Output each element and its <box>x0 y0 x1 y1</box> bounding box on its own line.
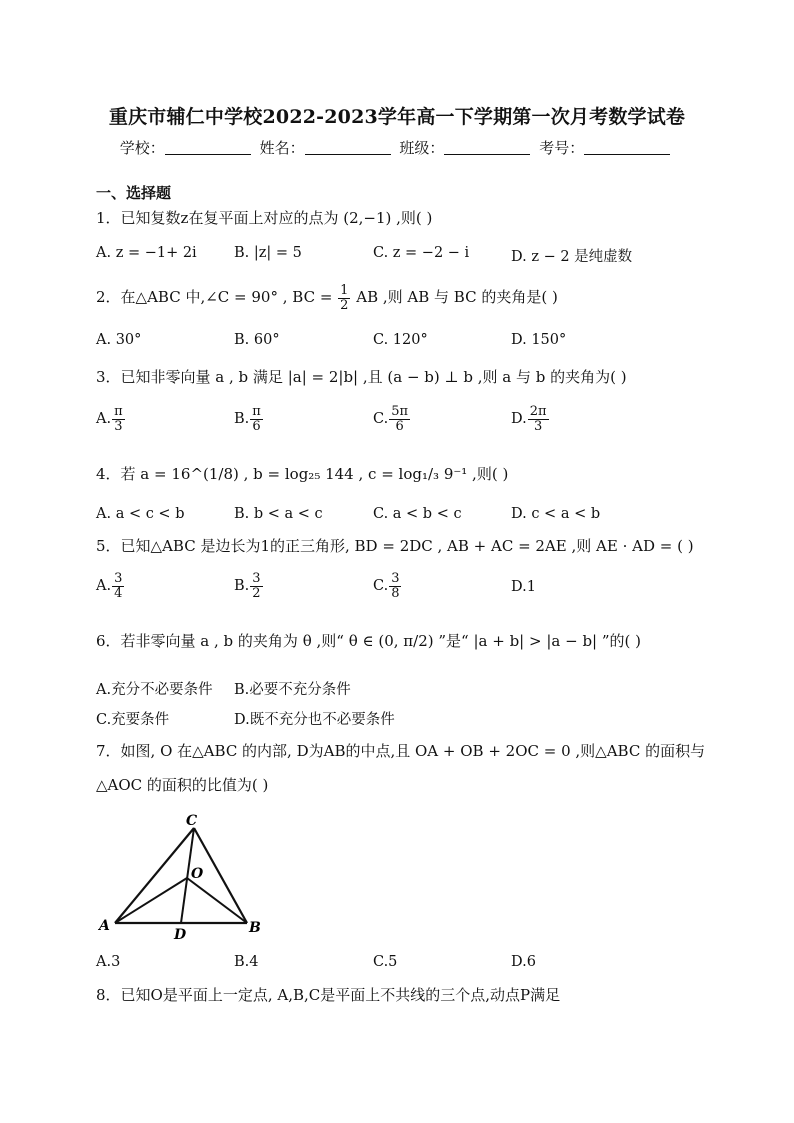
q3-option-a: A. $\frac{\pi}{3}$ <box>96 404 123 434</box>
q5-option-d: D.1 <box>511 579 536 595</box>
q6-option-c: C.充要条件 <box>96 712 170 728</box>
page-title: 重庆市辅仁中学校2022-2023学年高一下学期第一次月考数学试卷 <box>108 106 686 128</box>
question-1: 1．已知复数z在复平面上对应的点为 (2,−1) ,则( ) <box>96 209 433 227</box>
q3-option-c: C. $\frac{5\pi}{6}$ <box>373 404 409 434</box>
student-info-line <box>0 137 794 158</box>
name-label: 姓名： <box>259 139 305 157</box>
q3-option-b: B. $\frac{\pi}{6}$ <box>234 404 261 434</box>
q1-option-c: C. z = −2 − i <box>373 245 470 261</box>
q2-text-post: AB ,则 AB 与 BC 的夹角是( ) <box>356 288 558 307</box>
question-3: 3．已知非零向量 a , b 满足 |a| = 2|b| ,且 (a − b) ⊥ b ,则 a 与 b 的夹角为( ) <box>96 368 627 386</box>
label-b: B <box>249 920 261 936</box>
q6-option-d: D.既不充分也不必要条件 <box>234 712 395 728</box>
q5-option-a: A. $\frac{3}{4}$ <box>96 571 123 601</box>
q2-text-pre: 2．在△ABC 中,∠C = 90° , BC = <box>96 288 333 307</box>
q7-option-d: D.6 <box>511 954 536 970</box>
q7-option-a: A.3 <box>96 954 121 970</box>
segment-ao <box>115 878 187 923</box>
q2-option-b: B. 60° <box>234 332 280 348</box>
q2-fraction: $\frac{1}{2}$ <box>340 283 349 313</box>
question-6: 6．若非零向量 a , b 的夹角为 θ ,则“ θ ∈ (0, π/2) ”是“ |a + b| > |a − b| ”的( ) <box>96 632 642 650</box>
q1-option-d: D. z − 2 是纯虚数 <box>511 249 633 265</box>
question-5: 5．已知△ABC 是边长为1的正三角形, BD = 2DC , AB + AC = 2AE ,则 AE · AD = ( ) <box>96 537 694 555</box>
question-7-line1: 7．如图, O 在△ABC 的内部, D为AB的中点,且 OA + OB + 2OC = 0 ,则△ABC 的面积与 <box>96 742 706 760</box>
question-7-line2: △AOC 的面积的比值为( ) <box>96 776 269 794</box>
q4-option-a: A. a < c < b <box>96 506 185 522</box>
name-blank[interactable] <box>305 140 391 155</box>
section-heading: 一、选择题 <box>96 184 172 202</box>
q2-option-a: A. 30° <box>96 332 142 348</box>
q4-option-c: C. a < b < c <box>373 506 462 522</box>
label-a: A <box>99 918 110 934</box>
class-blank[interactable] <box>444 140 530 155</box>
question-2 <box>96 284 558 312</box>
q6-option-b: B.必要不充分条件 <box>234 682 351 698</box>
label-o: O <box>191 866 204 882</box>
q5-option-c: C. $\frac{3}{8}$ <box>373 571 400 601</box>
label-c: C <box>186 813 198 829</box>
q5-option-b: B. $\frac{3}{2}$ <box>234 571 261 601</box>
q7-option-b: B.4 <box>234 954 259 970</box>
q4-option-d: D. c < a < b <box>511 506 601 522</box>
q4-option-b: B. b < a < c <box>234 506 323 522</box>
school-blank[interactable] <box>165 140 251 155</box>
class-label: 班级： <box>399 139 445 157</box>
segment-ob <box>187 878 247 923</box>
question-8: 8．已知O是平面上一定点, A,B,C是平面上不共线的三个点,动点P满足 <box>96 986 561 1004</box>
q1-option-b: B. |z| = 5 <box>234 245 302 261</box>
number-blank[interactable] <box>584 140 670 155</box>
question-4: 4．若 a = 16^(1/8) , b = log₂₅ 144 , c = log₁/₃ 9⁻¹ ,则( ) <box>96 465 509 483</box>
label-d: D <box>174 927 187 942</box>
q1-option-a: A. z = −1+ 2i <box>96 245 197 261</box>
number-label: 考号： <box>539 139 585 157</box>
q2-option-c: C. 120° <box>373 332 428 348</box>
triangle-figure <box>96 812 276 942</box>
q6-option-a: A.充分不必要条件 <box>96 682 213 698</box>
school-label: 学校： <box>119 139 165 157</box>
q2-option-d: D. 150° <box>511 332 567 348</box>
q3-option-d: D. $\frac{2\pi}{3}$ <box>511 404 547 434</box>
q7-option-c: C.5 <box>373 954 398 970</box>
